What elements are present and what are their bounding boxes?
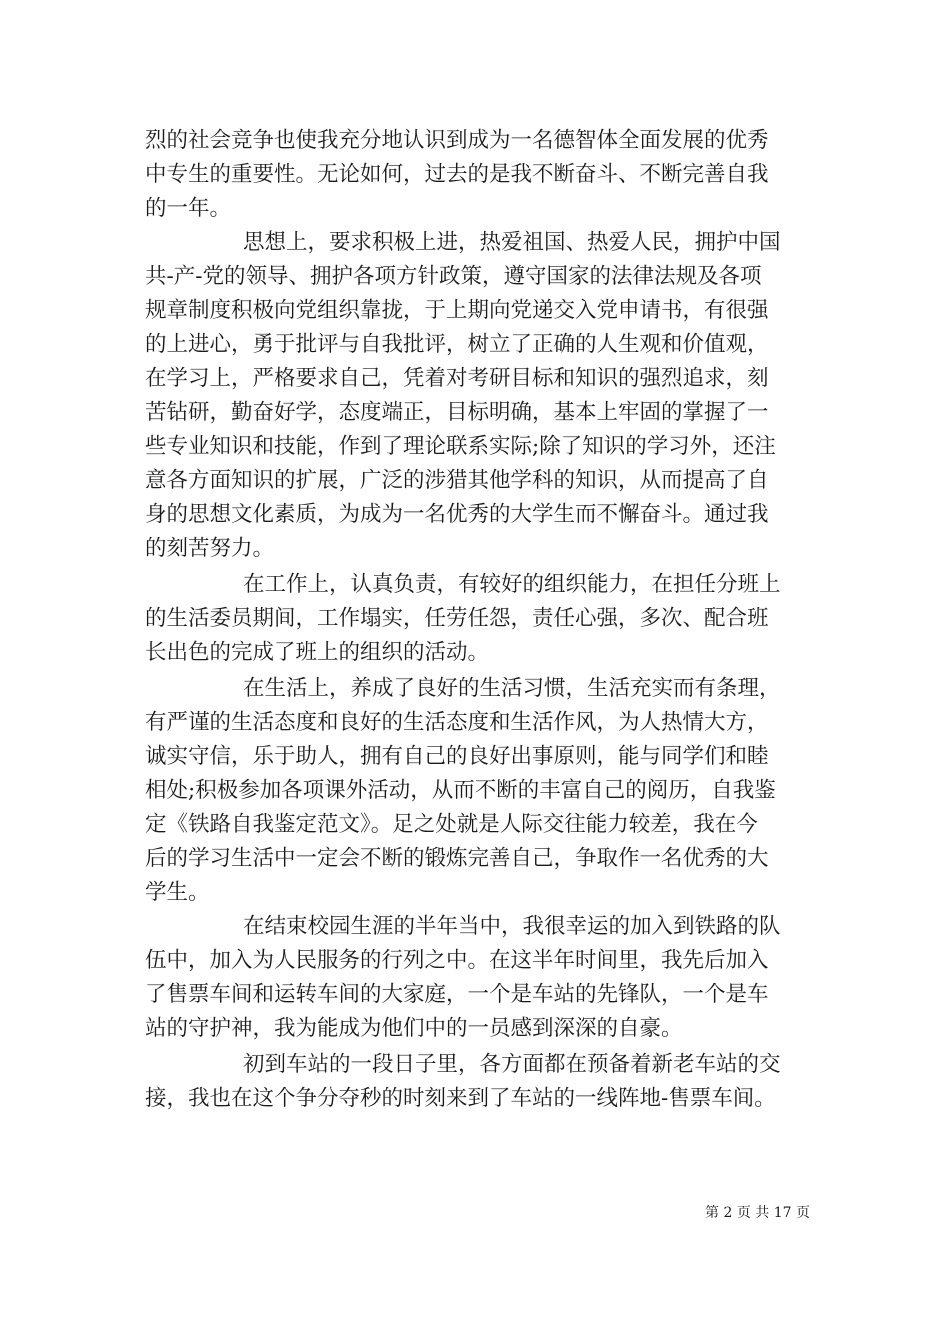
text-line: 定《铁路自我鉴定范文》。足之处就是人际交往能力较差，我在今: [145, 812, 758, 837]
page-number-footer: 第 2 页 共 17 页: [705, 1205, 810, 1221]
text-line: 烈的社会竞争也使我充分地认识到成为一名德智体全面发展的优秀: [145, 128, 769, 153]
paragraph-start-line: 思想上，要求积极上进，热爱祖国、热爱人民，拥护中国: [243, 230, 781, 255]
text-line: 后的学习生活中一定会不断的锻炼完善自己，争取作一名优秀的大: [145, 846, 769, 871]
paragraph-start-line: 在结束校园生涯的半年当中，我很幸运的加入到铁路的队: [243, 914, 781, 939]
text-line: 长出色的完成了班上的组织的活动。: [145, 640, 490, 665]
paragraph-start-line: 初到车站的一段日子里，各方面都在预备着新老车站的交: [243, 1052, 781, 1077]
paragraph-start-line: 在工作上，认真负责，有较好的组织能力，在担任分班上: [243, 572, 781, 597]
text-line: 伍中，加入为人民服务的行列之中。在这半年时间里，我先后加入: [145, 948, 769, 973]
text-line: 的生活委员期间，工作塌实，任劳任怨，责任心强，多次、配合班: [145, 606, 769, 631]
text-line: 的上进心，勇于批评与自我批评，树立了正确的人生观和价值观，: [145, 332, 769, 357]
text-line: 些专业知识和技能，作到了理论联系实际;除了知识的学习外，还注: [145, 434, 776, 459]
text-line: 共-产-党的领导、拥护各项方针政策，遵守国家的法律法规及各项: [145, 264, 762, 289]
text-line: 诚实守信，乐于助人，拥有自己的良好出事原则，能与同学们和睦: [145, 744, 769, 769]
text-line: 的一年。: [145, 196, 232, 221]
text-line: 意各方面知识的扩展，广泛的涉猎其他学科的知识，从而提高了自: [145, 468, 769, 493]
text-line: 有严谨的生活态度和良好的生活态度和生活作风，为人热情大方，: [145, 710, 769, 735]
text-line: 在学习上，严格要求自己，凭着对考研目标和知识的强烈追求，刻: [145, 366, 769, 391]
text-line: 中专生的重要性。无论如何，过去的是我不断奋斗、不断完善自我: [145, 162, 769, 187]
text-line: 相处;积极参加各项课外活动，从而不断的丰富自己的阅历，自我鉴: [145, 778, 776, 803]
text-line: 了售票车间和运转车间的大家庭，一个是车站的先锋队，一个是车: [145, 982, 769, 1007]
text-line: 规章制度积极向党组织靠拢，于上期向党递交入党申请书，有很强: [145, 298, 769, 323]
paragraph-start-line: 在生活上，养成了良好的生活习惯，生活充实而有条理，: [243, 676, 781, 701]
text-line: 身的思想文化素质，为成为一名优秀的大学生而不懈奋斗。通过我: [145, 502, 769, 527]
text-line: 苦钻研，勤奋好学，态度端正，目标明确，基本上牢固的掌握了一: [145, 400, 769, 425]
text-line: 学生。: [145, 880, 210, 905]
text-line: 站的守护神，我为能成为他们中的一员感到深深的自豪。: [145, 1016, 683, 1041]
text-line: 接，我也在这个争分夺秒的时刻来到了车站的一线阵地-售票车间。: [145, 1086, 776, 1111]
text-line: 的刻苦努力。: [145, 536, 275, 561]
